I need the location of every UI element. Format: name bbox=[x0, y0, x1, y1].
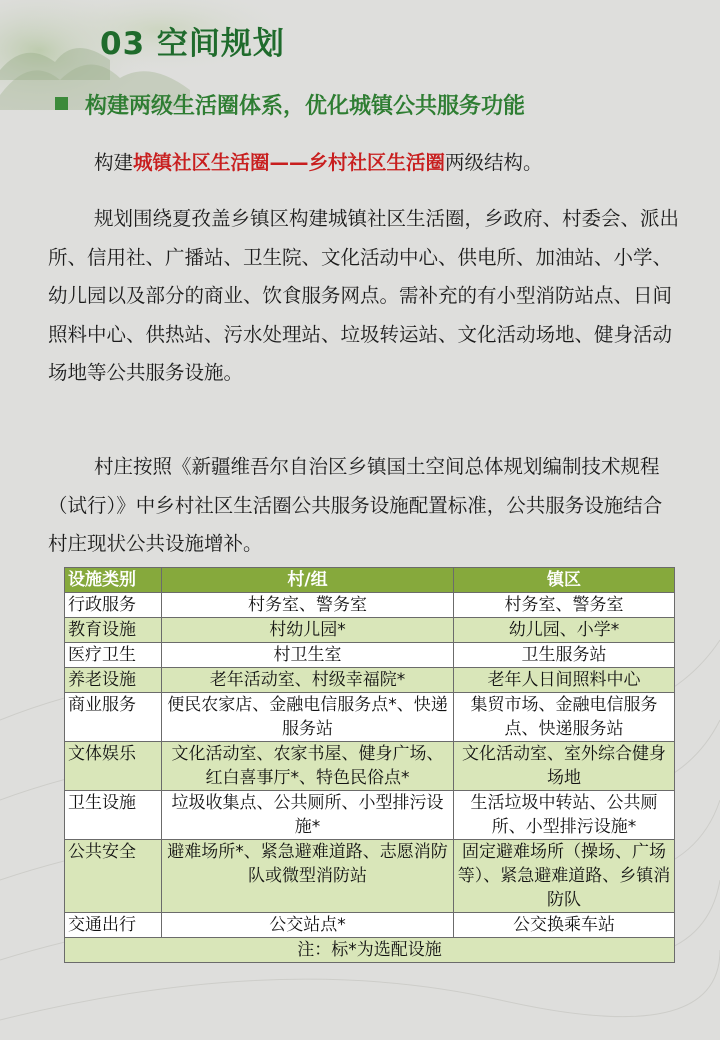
town-cell: 老年人日间照料中心 bbox=[454, 668, 675, 693]
table-note-row bbox=[65, 938, 675, 963]
intro-paragraph bbox=[48, 144, 680, 183]
body-paragraph: 规划围绕夏孜盖乡镇区构建城镇社区生活圈，乡政府、村委会、派出所、信用社、广播站、卫生院、文化活动中心、供电所、加油站、小学、幼儿园以及部分的商业、饮食服务网点。需补充的有小型消防站点、日间照料中心、供热站、污水处理站、垃圾转运站、文化活动场地、健身活动场地等公共服务设施。 bbox=[48, 207, 680, 384]
category-cell: 养老设施 bbox=[65, 668, 162, 693]
table-row bbox=[65, 668, 675, 693]
town-cell: 幼儿园、小学* bbox=[454, 618, 675, 643]
category-cell: 医疗卫生 bbox=[65, 643, 162, 668]
village-cell: 便民农家店、金融电信服务点*、快递服务站 bbox=[162, 693, 454, 742]
table-row bbox=[65, 593, 675, 618]
village-cell: 村幼儿园* bbox=[162, 618, 454, 643]
town-cell: 公交换乘车站 bbox=[454, 913, 675, 938]
table-row bbox=[65, 693, 675, 742]
category-cell: 交通出行 bbox=[65, 913, 162, 938]
village-cell: 公交站点* bbox=[162, 913, 454, 938]
table-header-cell: 设施类别 bbox=[65, 568, 162, 593]
town-cell: 村务室、警务室 bbox=[454, 593, 675, 618]
town-cell: 集贸市场、金融电信服务点、快递服务站 bbox=[454, 693, 675, 742]
section-subtitle: 构建两级生活圈体系，优化城镇公共服务功能 bbox=[85, 94, 526, 119]
town-cell: 生活垃圾中转站、公共厕所、小型排污设施* bbox=[454, 791, 675, 840]
table-row bbox=[65, 742, 675, 791]
table-row bbox=[65, 840, 675, 913]
table-header-cell: 镇区 bbox=[454, 568, 675, 593]
category-cell: 行政服务 bbox=[65, 593, 162, 618]
category-cell: 商业服务 bbox=[65, 693, 162, 742]
table-row bbox=[65, 913, 675, 938]
category-cell: 文体娱乐 bbox=[65, 742, 162, 791]
intro-highlight: 城镇社区生活圈——乡村社区生活圈 bbox=[133, 151, 446, 174]
village-cell: 避难场所*、紧急避难道路、志愿消防队或微型消防站 bbox=[162, 840, 454, 913]
body-paragraph: 村庄按照《新疆维吾尔自治区乡镇国土空间总体规划编制技术规程（试行）》中乡村社区生活圈公共服务设施配置标准，公共服务设施结合村庄现状公共设施增补。 bbox=[48, 455, 663, 555]
town-cell: 固定避难场所（操场、广场等）、紧急避难道路、乡镇消防队 bbox=[454, 840, 675, 913]
village-cell: 老年活动室、村级幸福院* bbox=[162, 668, 454, 693]
category-cell: 公共安全 bbox=[65, 840, 162, 913]
table-row bbox=[65, 791, 675, 840]
table-row bbox=[65, 618, 675, 643]
village-cell: 垃圾收集点、公共厕所、小型排污设施* bbox=[162, 791, 454, 840]
category-cell: 卫生设施 bbox=[65, 791, 162, 840]
intro-tail: 两级结构。 bbox=[445, 151, 543, 174]
square-bullet-icon bbox=[55, 97, 68, 110]
table-header-row bbox=[65, 568, 675, 593]
intro-lead: 构建 bbox=[94, 151, 134, 174]
table-row bbox=[65, 643, 675, 668]
village-cell: 村务室、警务室 bbox=[162, 593, 454, 618]
village-cell: 文化活动室、农家书屋、健身广场、红白喜事厅*、特色民俗点* bbox=[162, 742, 454, 791]
category-cell: 教育设施 bbox=[65, 618, 162, 643]
village-cell: 村卫生室 bbox=[162, 643, 454, 668]
section-title: 03 空间规划 bbox=[100, 26, 285, 62]
table-note: 注：标*为选配设施 bbox=[65, 938, 675, 963]
town-cell: 卫生服务站 bbox=[454, 643, 675, 668]
facility-table bbox=[64, 567, 675, 963]
town-cell: 文化活动室、室外综合健身场地 bbox=[454, 742, 675, 791]
table-header-cell: 村/组 bbox=[162, 568, 454, 593]
